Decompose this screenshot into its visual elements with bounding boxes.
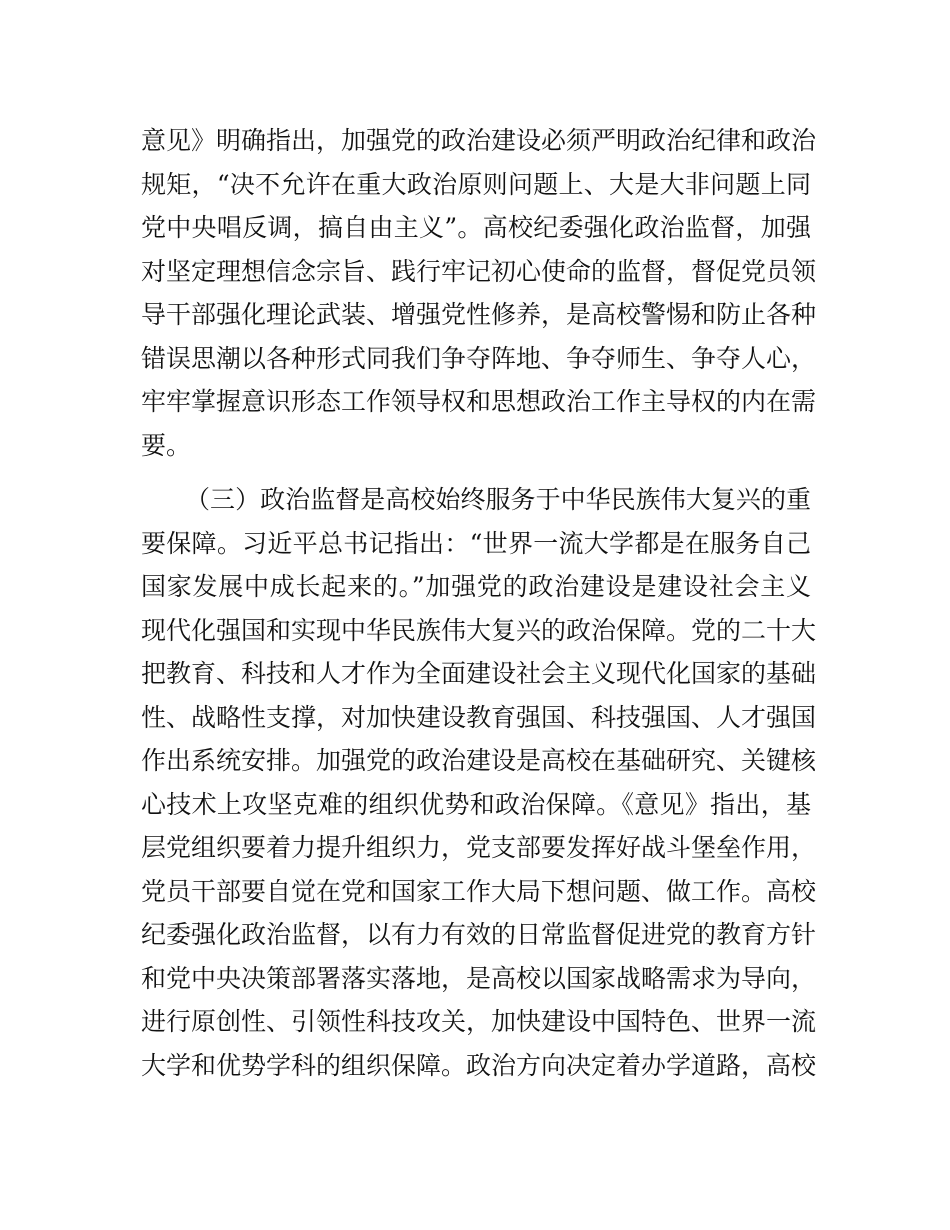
paragraph-line: 规矩，“决不允许在重大政治原则问题上、大是大非问题上同 (141, 169, 811, 199)
paragraph-line: 对坚定理想信念宗旨、践行牢记初心使命的监督，督促党员领 (141, 256, 817, 286)
paragraph-line: 党员干部要自觉在党和国家工作大局下想问题、做工作。高校 (141, 876, 817, 906)
paragraph-line: 作出系统安排。加强党的政治建设是高校在基础研究、关键核 (141, 746, 817, 775)
paragraph-line: 心技术上攻坚克难的组织优势和政治保障。《意见》指出，基 (141, 789, 811, 819)
paragraph-line: 现代化强国和实现中华民族伟大复兴的政治保障。党的二十大 (141, 615, 817, 645)
paragraph-line: 性、战略性支撑，对加快建设教育强国、科技强国、人才强国 (141, 702, 817, 732)
paragraph-line: 国家发展中成长起来的。”加强党的政治建设是建设社会主义 (141, 572, 811, 601)
paragraph-line: 要。 (141, 430, 192, 460)
paragraph-line: 错误思潮以各种形式同我们争夺阵地、争夺师生、争夺人心， (141, 343, 817, 373)
paragraph-line: 进行原创性、引领性科技攻关，加快建设中国特色、世界一流 (141, 1007, 817, 1036)
paragraph-line: 大学和优势学科的组织保障。政治方向决定着办学道路，高校 (141, 1050, 817, 1080)
paragraph-2 (141, 478, 817, 1087)
paragraph-line: 把教育、科技和人才作为全面建设社会主义现代化国家的基础 (141, 659, 817, 688)
paragraph-1 (141, 119, 817, 467)
paragraph-line: 和党中央决策部署落实落地，是高校以国家战略需求为导向， (141, 963, 817, 993)
paragraph-line: 意见》明确指出，加强党的政治建设必须严明政治纪律和政治 (141, 126, 817, 155)
paragraph-line: 党中央唱反调，搞自由主义”。高校纪委强化政治监督，加强 (141, 213, 811, 242)
paragraph-line: 导干部强化理论武装、增强党性修养，是高校警惕和防止各种 (141, 300, 817, 329)
paragraph-line: 要保障。习近平总书记指出：“世界一流大学都是在服务自己 (141, 528, 811, 558)
section-heading-line: （三）政治监督是高校始终服务于中华民族伟大复兴的重 (185, 485, 811, 514)
paragraph-line: 纪委强化政治监督，以有力有效的日常监督促进党的教育方针 (141, 920, 817, 949)
paragraph-line: 牢牢掌握意识形态工作领导权和思想政治工作主导权的内在需 (141, 387, 817, 416)
paragraph-line: 层党组织要着力提升组织力，党支部要发挥好战斗堡垒作用， (141, 833, 817, 862)
